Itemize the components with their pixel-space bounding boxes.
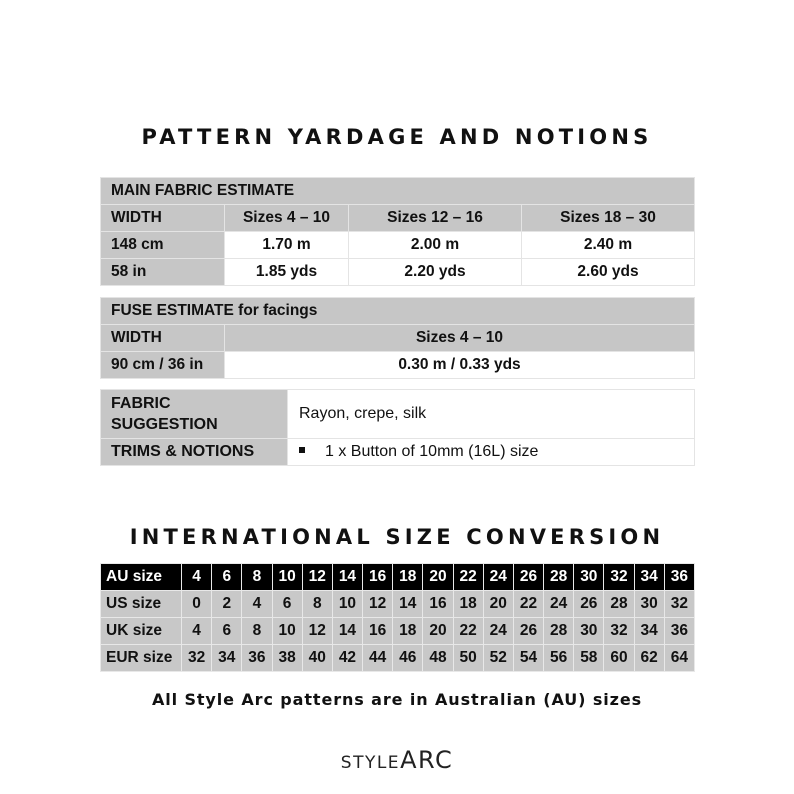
size-cell: 24: [544, 591, 574, 618]
yardage-value: 0.30 m / 0.33 yds: [225, 352, 695, 379]
size-cell: 20: [483, 591, 513, 618]
size-cell: 12: [363, 591, 393, 618]
size-row-label: EUR size: [101, 645, 182, 672]
size-cell: 46: [393, 645, 423, 672]
size-cell: 22: [453, 618, 483, 645]
fuse-table: [100, 297, 695, 379]
size-cell: 48: [423, 645, 453, 672]
size-cell: 16: [423, 591, 453, 618]
fabric-label-line1: FABRIC: [111, 395, 171, 412]
size-conversion-table: [100, 563, 695, 672]
bullet-icon: [299, 447, 305, 453]
size-cell: 32: [604, 618, 634, 645]
size-cell: 14: [332, 618, 362, 645]
size-cell: 36: [664, 564, 694, 591]
size-row: [101, 618, 695, 645]
size-cell: 10: [272, 564, 302, 591]
main-fabric-heading: MAIN FABRIC ESTIMATE: [101, 178, 695, 205]
size-cell: 26: [574, 591, 604, 618]
size-cell: 8: [242, 618, 272, 645]
fuse-heading: FUSE ESTIMATE for facings: [101, 298, 695, 325]
fabric-suggestion-label: [101, 390, 288, 439]
size-cell: 2: [212, 591, 242, 618]
yardage-value: 1.70 m: [225, 232, 349, 259]
yardage-value: 2.40 m: [522, 232, 695, 259]
size-cell: 30: [634, 591, 664, 618]
yardage-title: PATTERN YARDAGE AND NOTIONS: [141, 125, 653, 149]
size-cell: 26: [513, 564, 543, 591]
size-cell: 20: [423, 564, 453, 591]
yardage-value: 1.85 yds: [225, 259, 349, 286]
size-cell: 40: [302, 645, 332, 672]
size-cell: 12: [302, 618, 332, 645]
size-header: Sizes 18 – 30: [522, 205, 695, 232]
size-cell: 28: [544, 618, 574, 645]
size-cell: 24: [483, 564, 513, 591]
size-row-label: US size: [101, 591, 182, 618]
size-cell: 30: [574, 564, 604, 591]
size-cell: 4: [182, 564, 212, 591]
size-header: Sizes 12 – 16: [349, 205, 522, 232]
width-value: 58 in: [101, 259, 225, 286]
yardage-value: 2.00 m: [349, 232, 522, 259]
conversion-title: INTERNATIONAL SIZE CONVERSION: [129, 525, 665, 549]
size-cell: 16: [363, 564, 393, 591]
size-cell: 32: [604, 564, 634, 591]
size-cell: 36: [242, 645, 272, 672]
size-cell: 20: [423, 618, 453, 645]
size-cell: 14: [393, 591, 423, 618]
size-cell: 58: [574, 645, 604, 672]
size-cell: 60: [604, 645, 634, 672]
size-cell: 56: [544, 645, 574, 672]
size-cell: 62: [634, 645, 664, 672]
size-cell: 14: [332, 564, 362, 591]
size-cell: 24: [483, 618, 513, 645]
width-label: WIDTH: [101, 205, 225, 232]
brand-part2: ARC: [400, 746, 454, 774]
size-cell: 44: [363, 645, 393, 672]
size-cell: 52: [483, 645, 513, 672]
size-header: Sizes 4 – 10: [225, 205, 349, 232]
size-cell: 28: [544, 564, 574, 591]
yardage-value: 2.60 yds: [522, 259, 695, 286]
size-cell: 42: [332, 645, 362, 672]
size-cell: 36: [664, 618, 694, 645]
size-cell: 32: [182, 645, 212, 672]
size-cell: 8: [302, 591, 332, 618]
size-header: Sizes 4 – 10: [225, 325, 695, 352]
size-cell: 26: [513, 618, 543, 645]
size-cell: 8: [242, 564, 272, 591]
size-cell: 34: [634, 564, 664, 591]
size-cell: 6: [212, 564, 242, 591]
size-cell: 54: [513, 645, 543, 672]
size-row-label: AU size: [101, 564, 182, 591]
width-value: 90 cm / 36 in: [101, 352, 225, 379]
size-row: [101, 645, 695, 672]
size-cell: 34: [212, 645, 242, 672]
size-cell: 22: [513, 591, 543, 618]
size-cell: 28: [604, 591, 634, 618]
size-cell: 18: [393, 564, 423, 591]
size-cell: 22: [453, 564, 483, 591]
footnote: All Style Arc patterns are in Australian (AU) sizes: [151, 690, 643, 709]
size-row: [101, 564, 695, 591]
fabric-label-line2: SUGGESTION: [111, 416, 218, 433]
size-cell: 38: [272, 645, 302, 672]
main-fabric-table: [100, 177, 695, 286]
size-cell: 16: [363, 618, 393, 645]
size-cell: 34: [634, 618, 664, 645]
size-row-label: UK size: [101, 618, 182, 645]
trims-value: 1 x Button of 10mm (16L) size: [325, 443, 539, 460]
yardage-value: 2.20 yds: [349, 259, 522, 286]
size-cell: 10: [272, 618, 302, 645]
width-label: WIDTH: [101, 325, 225, 352]
size-cell: 18: [453, 591, 483, 618]
trims-value-cell: [288, 439, 695, 466]
brand-part1: STYLE: [340, 753, 401, 773]
size-cell: 50: [453, 645, 483, 672]
size-cell: 18: [393, 618, 423, 645]
size-cell: 4: [182, 618, 212, 645]
trims-label: TRIMS & NOTIONS: [101, 439, 288, 466]
size-cell: 30: [574, 618, 604, 645]
size-cell: 64: [664, 645, 694, 672]
size-cell: 10: [332, 591, 362, 618]
brand-logo: [0, 746, 794, 774]
notes-table: [100, 389, 695, 466]
width-value: 148 cm: [101, 232, 225, 259]
size-cell: 6: [272, 591, 302, 618]
size-cell: 12: [302, 564, 332, 591]
size-cell: 32: [664, 591, 694, 618]
size-cell: 6: [212, 618, 242, 645]
size-cell: 4: [242, 591, 272, 618]
fabric-suggestion-value: Rayon, crepe, silk: [288, 390, 695, 439]
size-row: [101, 591, 695, 618]
size-cell: 0: [182, 591, 212, 618]
